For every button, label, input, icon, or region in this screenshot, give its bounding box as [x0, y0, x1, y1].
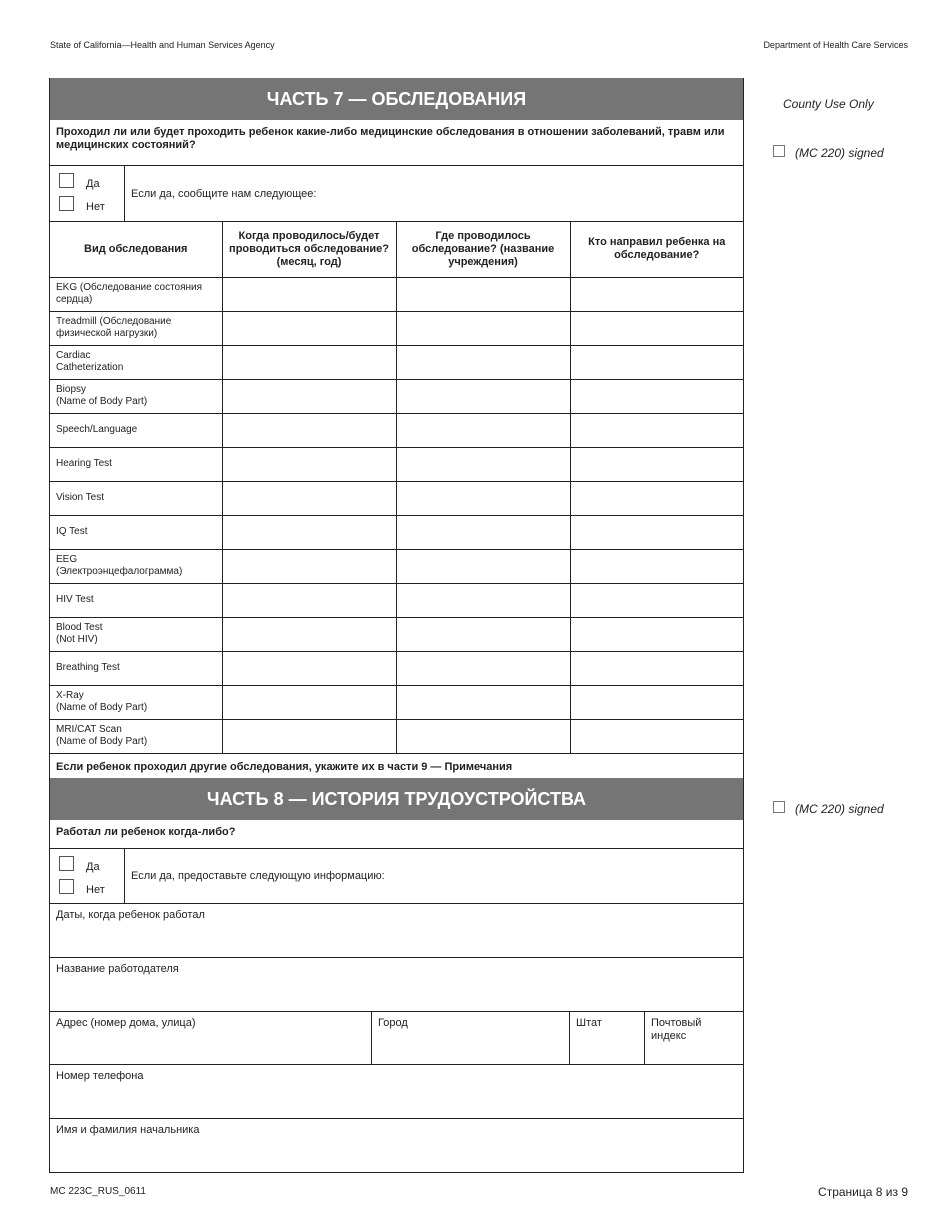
- page-number: Страница 8 из 9: [818, 1185, 908, 1199]
- exam-type-cell: [50, 583, 222, 617]
- work-dates-field[interactable]: [50, 904, 743, 958]
- part8-question-row: [50, 820, 743, 849]
- exam-where-cell[interactable]: [396, 719, 570, 753]
- exam-type-cell: [50, 311, 222, 345]
- exam-type-line1: EKG (Обследование состояния: [56, 282, 203, 293]
- address-field[interactable]: [50, 1012, 372, 1064]
- exam-referred-cell[interactable]: [570, 651, 743, 685]
- exam-where-cell[interactable]: [396, 379, 570, 413]
- exam-referred-cell[interactable]: [570, 379, 743, 413]
- employer-name-field[interactable]: [50, 958, 743, 1012]
- exam-when-cell[interactable]: [222, 515, 396, 549]
- part7-yes-no-row: [50, 166, 743, 222]
- state-label: Штат: [576, 1017, 602, 1029]
- exam-referred-cell[interactable]: [570, 515, 743, 549]
- exam-when-cell[interactable]: [222, 413, 396, 447]
- mc220-signed-checkbox-2[interactable]: [773, 801, 785, 813]
- exam-where-cell[interactable]: [396, 685, 570, 719]
- col-referred-by: Кто направил ребенка на обследование?: [570, 222, 743, 277]
- county-use-only: County Use Only: [783, 97, 874, 111]
- exam-row: [50, 651, 743, 685]
- exam-type-cell: [50, 651, 222, 685]
- exam-type-cell: [50, 481, 222, 515]
- exam-type-line1: Blood Test: [56, 622, 103, 633]
- exam-type-line2: Catheterization: [56, 362, 124, 373]
- part8-section: [49, 778, 744, 1173]
- exam-type-line1: Speech/Language: [56, 424, 138, 435]
- exam-referred-cell[interactable]: [570, 311, 743, 345]
- exam-row: [50, 345, 743, 379]
- mc220-signed-label-2: (MC 220) signed: [795, 802, 884, 816]
- supervisor-field[interactable]: [50, 1119, 743, 1172]
- exam-referred-cell[interactable]: [570, 413, 743, 447]
- exam-type-line2: (Электроэнцефалограмма): [56, 566, 183, 577]
- part7-no-label: Нет: [86, 201, 105, 213]
- part8-if-yes: Если да, предоставьте следующую информацию:: [131, 870, 385, 882]
- exam-type-line1: Breathing Test: [56, 662, 120, 673]
- exam-where-cell[interactable]: [396, 311, 570, 345]
- phone-field[interactable]: [50, 1065, 743, 1119]
- exam-row: [50, 379, 743, 413]
- col-where: Где проводилось обследование? (название учреждения): [396, 222, 570, 277]
- exam-row: [50, 277, 743, 311]
- exam-when-cell[interactable]: [222, 447, 396, 481]
- exam-row: [50, 617, 743, 651]
- exam-row: [50, 685, 743, 719]
- address-row: [50, 1012, 743, 1065]
- supervisor-label: Имя и фамилия начальника: [56, 1124, 200, 1136]
- exam-referred-cell[interactable]: [570, 447, 743, 481]
- exam-when-cell[interactable]: [222, 651, 396, 685]
- part7-yes-checkbox[interactable]: [59, 173, 74, 188]
- exam-where-cell[interactable]: [396, 277, 570, 311]
- part8-no-label: Нет: [86, 884, 105, 896]
- exam-when-cell[interactable]: [222, 549, 396, 583]
- exam-type-cell: [50, 379, 222, 413]
- exam-referred-cell[interactable]: [570, 549, 743, 583]
- exam-where-cell[interactable]: [396, 515, 570, 549]
- address-label: Адрес (номер дома, улица): [56, 1017, 196, 1029]
- exam-type-cell: [50, 617, 222, 651]
- exam-row: [50, 481, 743, 515]
- exam-type-line1: Cardiac: [56, 350, 91, 361]
- exam-type-line1: Treadmill (Обследование: [56, 316, 172, 327]
- exam-type-line2: (Name of Body Part): [56, 396, 148, 407]
- exam-row: [50, 311, 743, 345]
- exam-type-line1: X-Ray: [56, 690, 84, 701]
- exam-when-cell[interactable]: [222, 481, 396, 515]
- part7-question: Проходил ли или будет проходить ребенок какие-либо медицинские обследования в отношении заболеваний, травм или медицинских состояний?: [56, 126, 725, 151]
- exam-row: [50, 583, 743, 617]
- exam-row: [50, 447, 743, 481]
- part8-question: Работал ли ребенок когда-либо?: [56, 826, 236, 838]
- part7-note: Если ребенок проходил другие обследования, укажите их в части 9 — Примечания: [56, 760, 513, 773]
- exam-referred-cell[interactable]: [570, 583, 743, 617]
- exam-type-cell: [50, 515, 222, 549]
- part7-yes-label: Да: [86, 178, 100, 190]
- part7-if-yes: Если да, сообщите нам следующее:: [131, 187, 317, 200]
- exam-where-cell[interactable]: [396, 447, 570, 481]
- exam-where-cell[interactable]: [396, 549, 570, 583]
- exam-type-line1: MRI/CAT Scan: [56, 724, 122, 735]
- work-dates-label: Даты, когда ребенок работал: [56, 909, 205, 921]
- col-exam-type: Вид обследования: [50, 222, 222, 277]
- col-when: Когда проводилось/будет проводиться обследование? (месяц, год): [222, 222, 396, 277]
- part8-yes-checkbox[interactable]: [59, 856, 74, 871]
- state-field[interactable]: [570, 1012, 645, 1064]
- exam-when-cell[interactable]: [222, 583, 396, 617]
- mc220-signed-label-1: (MC 220) signed: [795, 146, 884, 160]
- exam-type-cell: [50, 685, 222, 719]
- employer-name-label: Название работодателя: [56, 963, 179, 975]
- part7-section: [49, 78, 744, 782]
- exam-type-line1: IQ Test: [56, 526, 88, 537]
- part8-title: ЧАСТЬ 8 — ИСТОРИЯ ТРУДОУСТРОЙСТВА: [50, 778, 743, 820]
- exam-type-line2: (Name of Body Part): [56, 736, 148, 747]
- exam-referred-cell[interactable]: [570, 277, 743, 311]
- exam-where-cell[interactable]: [396, 651, 570, 685]
- part7-question-row: [50, 120, 743, 166]
- exam-row: [50, 719, 743, 753]
- exam-referred-cell[interactable]: [570, 685, 743, 719]
- exam-type-line1: Vision Test: [56, 492, 104, 503]
- exam-type-cell: [50, 447, 222, 481]
- exam-when-cell[interactable]: [222, 277, 396, 311]
- exam-referred-cell[interactable]: [570, 481, 743, 515]
- exam-type-line2: (Name of Body Part): [56, 702, 148, 713]
- exam-type-line1: EEG: [56, 554, 78, 565]
- exam-where-cell[interactable]: [396, 583, 570, 617]
- agency-header: State of California—Health and Human Services Agency: [50, 40, 275, 50]
- exam-when-cell[interactable]: [222, 685, 396, 719]
- part8-no-checkbox[interactable]: [59, 879, 74, 894]
- exam-type-line1: HIV Test: [56, 594, 94, 605]
- exam-when-cell[interactable]: [222, 345, 396, 379]
- exam-referred-cell[interactable]: [570, 719, 743, 753]
- phone-label: Номер телефона: [56, 1070, 144, 1082]
- form-id: MC 223C_RUS_0611: [50, 1186, 146, 1197]
- city-field[interactable]: [372, 1012, 570, 1064]
- exam-type-line1: Biopsy: [56, 384, 87, 395]
- part7-no-checkbox[interactable]: [59, 196, 74, 211]
- exam-when-cell[interactable]: [222, 311, 396, 345]
- exam-type-line1: Hearing Test: [56, 458, 112, 469]
- exam-type-line2: (Not HIV): [56, 634, 98, 645]
- exam-type-cell: [50, 277, 222, 311]
- exam-where-cell[interactable]: [396, 413, 570, 447]
- exam-where-cell[interactable]: [396, 617, 570, 651]
- exams-table: [50, 222, 743, 754]
- exam-type-cell: [50, 549, 222, 583]
- exam-type-cell: [50, 345, 222, 379]
- part8-yes-no-row: [50, 849, 743, 904]
- exam-when-cell[interactable]: [222, 379, 396, 413]
- part8-yes-label: Да: [86, 861, 100, 873]
- exam-type-cell: [50, 413, 222, 447]
- department-header: Department of Health Care Services: [763, 40, 908, 50]
- part7-title: ЧАСТЬ 7 — ОБСЛЕДОВАНИЯ: [50, 78, 743, 120]
- exam-row: [50, 549, 743, 583]
- mc220-signed-checkbox-1[interactable]: [773, 145, 785, 157]
- exam-type-cell: [50, 719, 222, 753]
- exam-where-cell[interactable]: [396, 481, 570, 515]
- exam-when-cell[interactable]: [222, 719, 396, 753]
- exam-row: [50, 413, 743, 447]
- exam-referred-cell[interactable]: [570, 617, 743, 651]
- exam-row: [50, 515, 743, 549]
- exam-when-cell[interactable]: [222, 617, 396, 651]
- zip-field[interactable]: [645, 1012, 743, 1064]
- exam-type-line2: сердца): [56, 294, 93, 305]
- zip-label: Почтовый индекс: [651, 1017, 702, 1042]
- exam-where-cell[interactable]: [396, 345, 570, 379]
- exam-type-line2: физической нагрузки): [56, 328, 158, 339]
- exam-referred-cell[interactable]: [570, 345, 743, 379]
- city-label: Город: [378, 1017, 408, 1029]
